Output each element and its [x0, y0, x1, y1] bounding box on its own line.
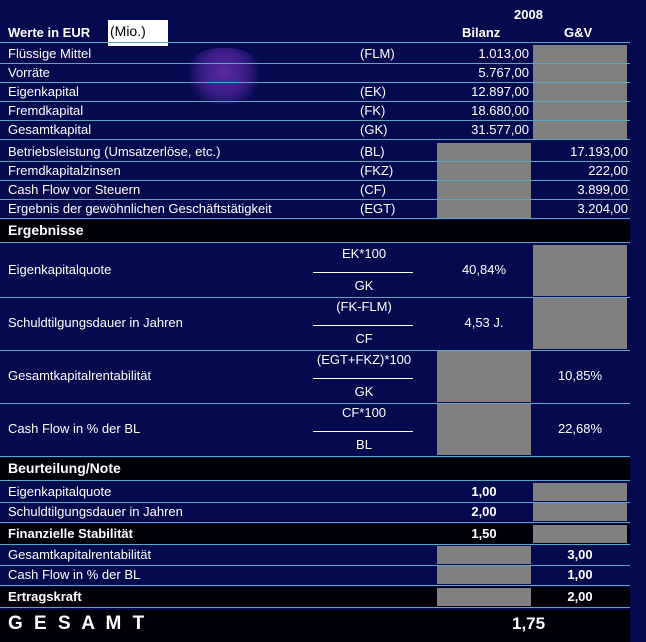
- rating-bilanz-value: 1,00: [471, 484, 497, 499]
- input-abbr: (FLM): [360, 46, 395, 61]
- divider: [0, 242, 630, 243]
- divider: [0, 139, 630, 140]
- formula-denominator: BL: [356, 437, 372, 452]
- formula-denominator: GK: [354, 278, 374, 293]
- input-abbr: (CF): [360, 182, 386, 197]
- input-abbr: (FK): [360, 103, 386, 118]
- total-value: 1,75: [512, 614, 546, 633]
- rating-label: Finanzielle Stabilität: [8, 526, 133, 541]
- decorative-blob: [185, 48, 263, 104]
- input-abbr: (BL): [360, 144, 385, 159]
- formula-denominator: GK: [354, 384, 374, 399]
- gray-cell: [533, 483, 627, 501]
- gray-cell: [533, 121, 627, 139]
- input-abbr: (GK): [360, 122, 388, 137]
- rating-label: Ertragskraft: [8, 589, 82, 604]
- result-guv-value: 22,68%: [557, 421, 603, 436]
- rating-guv-value: 1,00: [567, 567, 593, 582]
- input-label: Flüssige Mittel: [8, 46, 92, 61]
- formula-numerator: EK*100: [341, 246, 387, 261]
- divider: [0, 218, 630, 219]
- input-abbr: (EK): [360, 84, 386, 99]
- gray-cell: [533, 64, 627, 82]
- gray-cell: [533, 503, 627, 521]
- divider: [0, 480, 630, 481]
- header-year: 2008: [514, 7, 543, 22]
- result-guv-value: 10,85%: [557, 368, 603, 383]
- gray-cell: [533, 245, 627, 296]
- header-title: Werte in EUR: [8, 25, 91, 40]
- input-label: Betriebsleistung (Umsatzerlöse, etc.): [8, 144, 221, 159]
- divider: [0, 585, 630, 586]
- input-label: Vorräte: [8, 65, 50, 80]
- input-guv-value: 222,00: [588, 163, 628, 178]
- input-abbr: (FKZ): [360, 163, 394, 178]
- fraction-bar: [313, 378, 413, 379]
- gray-cell: [533, 83, 627, 101]
- rating-heading: Beurteilung/Note: [8, 460, 121, 476]
- results-heading: Ergebnisse: [8, 222, 84, 238]
- gray-cell: [533, 525, 627, 543]
- input-bilanz-value: 18.680,00: [471, 103, 529, 118]
- rating-bilanz-value: 2,00: [471, 504, 497, 519]
- input-label: Eigenkapital: [8, 84, 79, 99]
- input-label: Gesamtkapital: [8, 122, 92, 137]
- result-label: Gesamtkapitalrentabilität: [8, 368, 152, 383]
- gray-cell: [437, 200, 531, 218]
- rating-guv-value: 3,00: [567, 547, 593, 562]
- formula-numerator: (EGT+FKZ)*100: [316, 352, 412, 367]
- gray-cell: [437, 351, 531, 402]
- rating-bilanz-value: 1,50: [471, 526, 497, 541]
- formula-denominator: CF: [355, 331, 373, 346]
- input-label: Cash Flow vor Steuern: [8, 182, 141, 197]
- col-header-bilanz: Bilanz: [462, 25, 501, 40]
- section-bar: [0, 220, 630, 242]
- gray-cell: [533, 102, 627, 120]
- divider: [0, 456, 630, 457]
- result-bilanz-value: 4,53 J.: [464, 315, 504, 330]
- rating-label: Cash Flow in % der BL: [8, 567, 141, 582]
- input-guv-value: 3.204,00: [577, 201, 628, 216]
- divider: [0, 522, 630, 523]
- input-bilanz-value: 12.897,00: [471, 84, 529, 99]
- result-label: Cash Flow in % der BL: [8, 421, 141, 436]
- rating-guv-value: 2,00: [567, 589, 593, 604]
- fraction-bar: [313, 272, 413, 273]
- input-label: Fremdkapital: [8, 103, 84, 118]
- total-label: G E S A M T: [8, 613, 148, 634]
- gray-cell: [533, 45, 627, 63]
- result-label: Schuldtilgungsdauer in Jahren: [8, 315, 183, 330]
- rating-label: Eigenkapitalquote: [8, 484, 112, 499]
- input-bilanz-value: 1.013,00: [478, 46, 529, 61]
- input-bilanz-value: 31.577,00: [471, 122, 529, 137]
- gray-cell: [437, 404, 531, 455]
- gray-cell: [437, 588, 531, 606]
- input-guv-value: 3.899,00: [577, 182, 628, 197]
- unit-box-text: (Mio.): [110, 23, 146, 39]
- gray-cell: [437, 181, 531, 199]
- gray-cell: [437, 143, 531, 161]
- result-label: Eigenkapitalquote: [8, 262, 112, 277]
- divider: [0, 42, 630, 43]
- formula-numerator: CF*100: [341, 405, 387, 420]
- input-bilanz-value: 5.767,00: [478, 65, 529, 80]
- fraction-bar: [313, 431, 413, 432]
- fraction-bar: [313, 325, 413, 326]
- gray-cell: [533, 298, 627, 349]
- rating-label: Gesamtkapitalrentabilität: [8, 547, 152, 562]
- input-abbr: (EGT): [360, 201, 396, 216]
- rating-label: Schuldtilgungsdauer in Jahren: [8, 504, 183, 519]
- divider: [0, 544, 630, 545]
- input-guv-value: 17.193,00: [570, 144, 628, 159]
- input-label: Fremdkapitalzinsen: [8, 163, 121, 178]
- divider: [0, 607, 630, 608]
- result-bilanz-value: 40,84%: [461, 262, 507, 277]
- gray-cell: [437, 162, 531, 180]
- formula-numerator: (FK-FLM): [336, 299, 392, 314]
- col-header-guv: G&V: [564, 25, 593, 40]
- gray-cell: [437, 546, 531, 564]
- gray-cell: [437, 566, 531, 584]
- input-label: Ergebnis der gewöhnlichen Geschäftstätigkeit: [8, 201, 272, 216]
